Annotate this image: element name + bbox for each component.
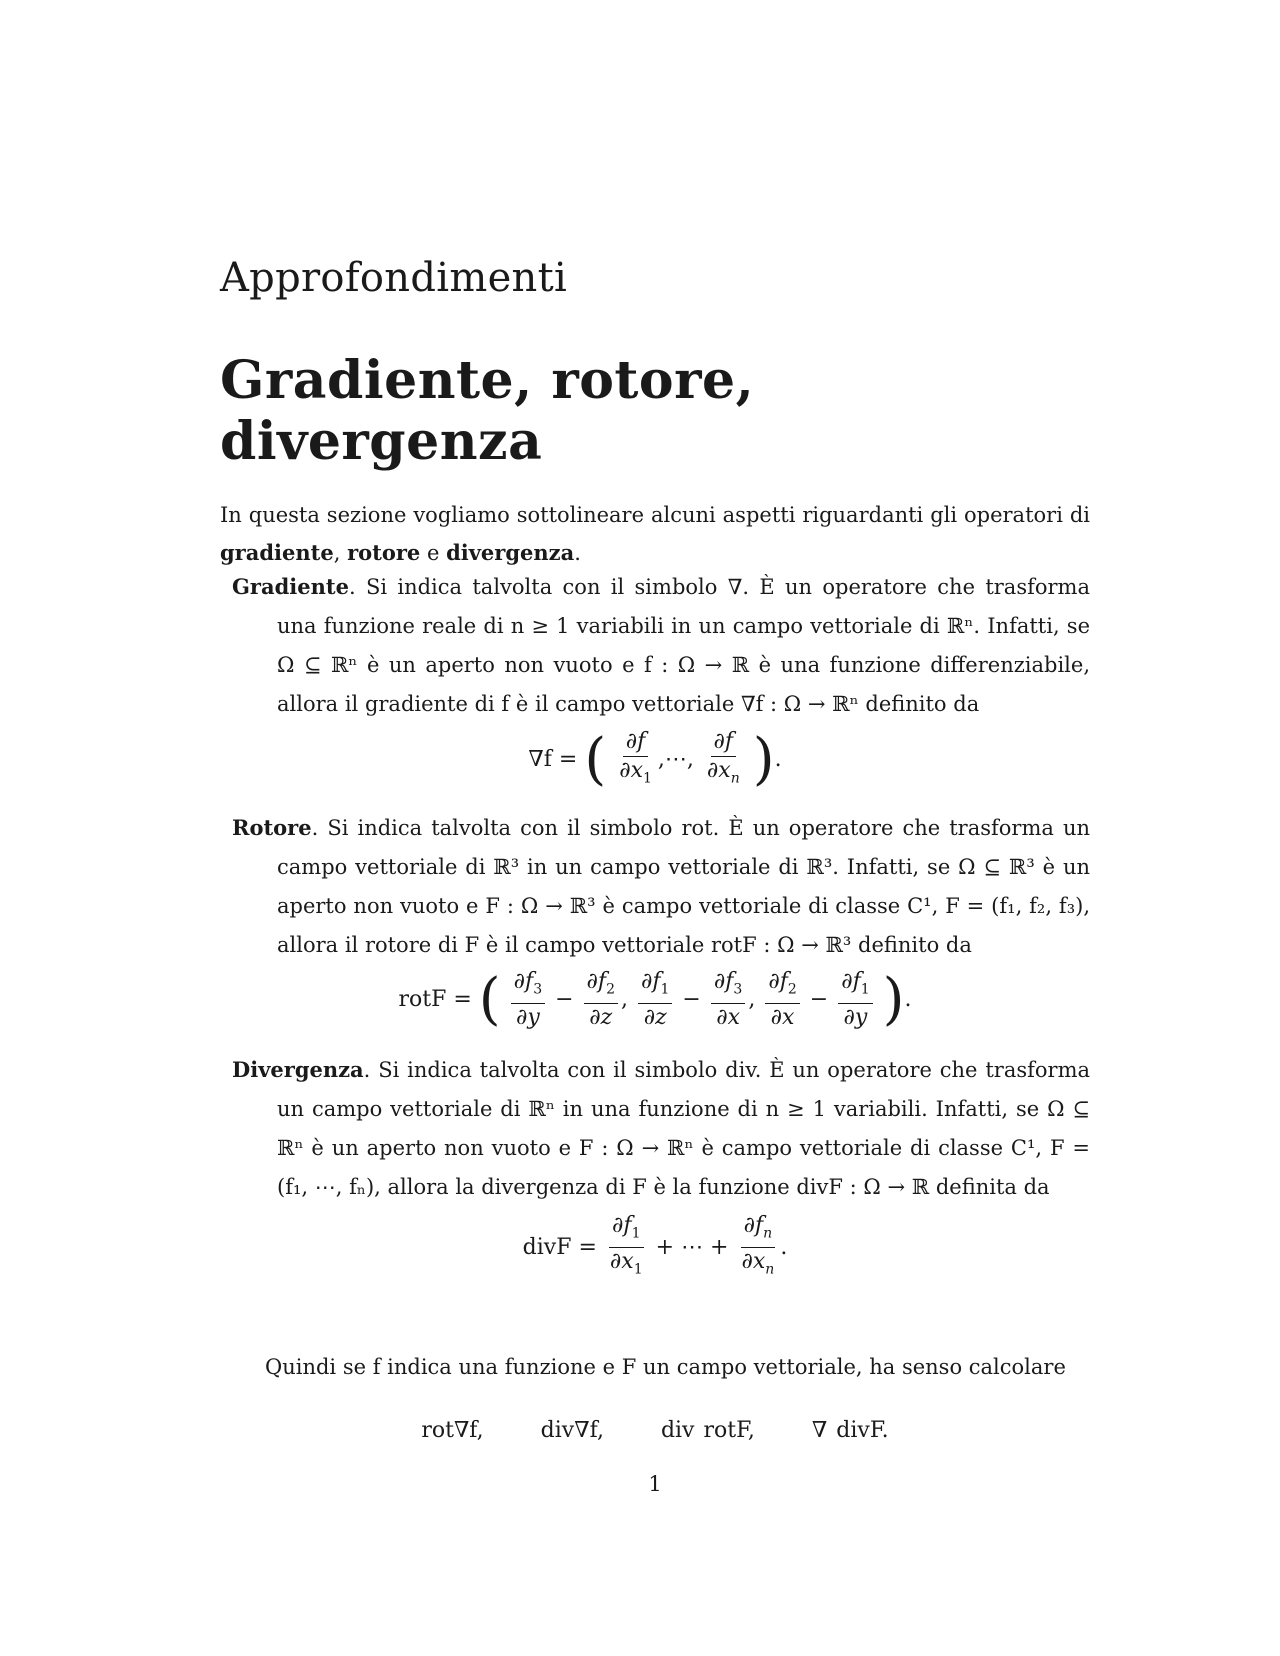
- right-paren: ): [882, 967, 905, 1033]
- fraction: $\frac{\partial f_1}{\partial z}$: [638, 968, 672, 1032]
- divergenza-term: Divergenza: [232, 1057, 364, 1082]
- rotore-formula: rotF = ( $\frac{\partial f_3}{\partial y}$ − $\frac{\partial f_2}{\partial z}$ , $\frac{\partial f_1}{\partial z}$ − $\frac{\partial f_3}{\partial x}$ , $\frac{\partial f_2}{\partial x}$ − $\frac{\partial f_1}{\partial y}$ ).: [398, 967, 912, 1033]
- chapter-title: Gradiente, rotore, divergenza: [220, 350, 755, 472]
- rotore-definition: [232, 808, 1090, 965]
- fraction: $\frac{\partial f}{\partial x_1}$: [619, 729, 652, 787]
- gradiente-formula: ∇f = ( $\frac{\partial f}{\partial x_1}$ ,⋯, $\frac{\partial f}{\partial x_n}$ ).: [528, 727, 782, 793]
- operator-item: div∇f,: [540, 1418, 604, 1443]
- intro-paragraph: [220, 496, 1090, 572]
- intro-term-gradiente: gradiente: [220, 540, 334, 565]
- right-paren: ): [752, 727, 775, 793]
- gradiente-text: . Si indica talvolta con il simbolo ∇. È un operatore che trasforma una funzione reale di n ≥ 1 variabili in un campo vettoriale di ℝⁿ. Infatti, se Ω ⊆ ℝⁿ è un aperto non vuoto e f : Ω → ℝ è una funzione differenziabile, allora il gradiente di f è il campo vettoriale ∇f : Ω → ℝⁿ definito da: [277, 575, 1090, 716]
- fraction: $\frac{\partial f_n}{\partial x_n}$: [741, 1213, 775, 1278]
- formula-end: .: [904, 987, 912, 1013]
- rotore-formula-lhs: rotF =: [398, 987, 472, 1013]
- divergenza-text: . Si indica talvolta con il simbolo div. È un operatore che trasforma un campo vettoriale di ℝⁿ in una funzione di n ≥ 1 variabili. Infatti, se Ω ⊆ ℝⁿ è un aperto non vuoto e F : Ω → ℝⁿ è campo vettoriale di classe C¹, F = (f₁, ⋯, fₙ), allora la divergenza di F è la funzione divF : Ω → ℝ definita da: [277, 1058, 1090, 1199]
- chapter-label: Approfondimenti: [220, 255, 568, 301]
- gradiente-definition: [232, 567, 1090, 724]
- divergenza-formula-mid: + ⋯ +: [655, 1234, 729, 1260]
- intro-text: In questa sezione vogliamo sottolineare alcuni aspetti riguardanti gli operatori di: [220, 503, 1090, 527]
- gradiente-term: Gradiente: [232, 574, 349, 599]
- fraction: $\frac{\partial f_3}{\partial x}$: [711, 968, 745, 1032]
- fraction: $\frac{\partial f_1}{\partial x_1}$: [609, 1213, 643, 1278]
- operator-item: rot∇f,: [421, 1418, 484, 1443]
- left-paren: (: [478, 967, 501, 1033]
- left-paren: (: [584, 727, 607, 793]
- fraction: $\frac{\partial f}{\partial x_n}$: [706, 729, 740, 787]
- divergenza-definition: [232, 1050, 1090, 1207]
- formula-end: .: [774, 747, 782, 773]
- fraction: $\frac{\partial f_2}{\partial z}$: [584, 968, 618, 1032]
- gradiente-formula-lhs: ∇f =: [528, 747, 578, 773]
- rotore-term: Rotore: [232, 815, 312, 840]
- page-number: 1: [648, 1472, 662, 1496]
- closing-paragraph: Quindi se f indica una funzione e F un campo vettoriale, ha senso calcolare: [265, 1355, 1066, 1379]
- operator-item: div rotF,: [660, 1418, 755, 1443]
- operator-item: ∇ divF.: [811, 1418, 889, 1443]
- intro-term-divergenza: divergenza: [446, 540, 575, 565]
- operator-compositions: [220, 1418, 1090, 1443]
- formula-end: .: [780, 1234, 788, 1260]
- intro-end: .: [574, 541, 581, 565]
- rotore-text: . Si indica talvolta con il simbolo rot. È un operatore che trasforma un campo vettoriale di ℝ³ in un campo vettoriale di ℝ³. Infatti, se Ω ⊆ ℝ³ è un aperto non vuoto e F : Ω → ℝ³ è campo vettoriale di classe C¹, F = (f₁, f₂, f₃), allora il rotore di F è il campo vettoriale rotF : Ω → ℝ³ definito da: [277, 816, 1090, 957]
- intro-sep: ,: [333, 541, 348, 565]
- fraction: $\frac{\partial f_2}{\partial x}$: [765, 968, 799, 1032]
- intro-term-rotore: rotore: [347, 540, 421, 565]
- intro-sep: e: [420, 541, 447, 565]
- fraction: $\frac{\partial f_3}{\partial y}$: [511, 968, 545, 1032]
- divergenza-formula-lhs: divF =: [522, 1234, 597, 1260]
- divergenza-formula: [220, 1212, 1090, 1284]
- fraction: $\frac{\partial f_1}{\partial y}$: [838, 968, 872, 1032]
